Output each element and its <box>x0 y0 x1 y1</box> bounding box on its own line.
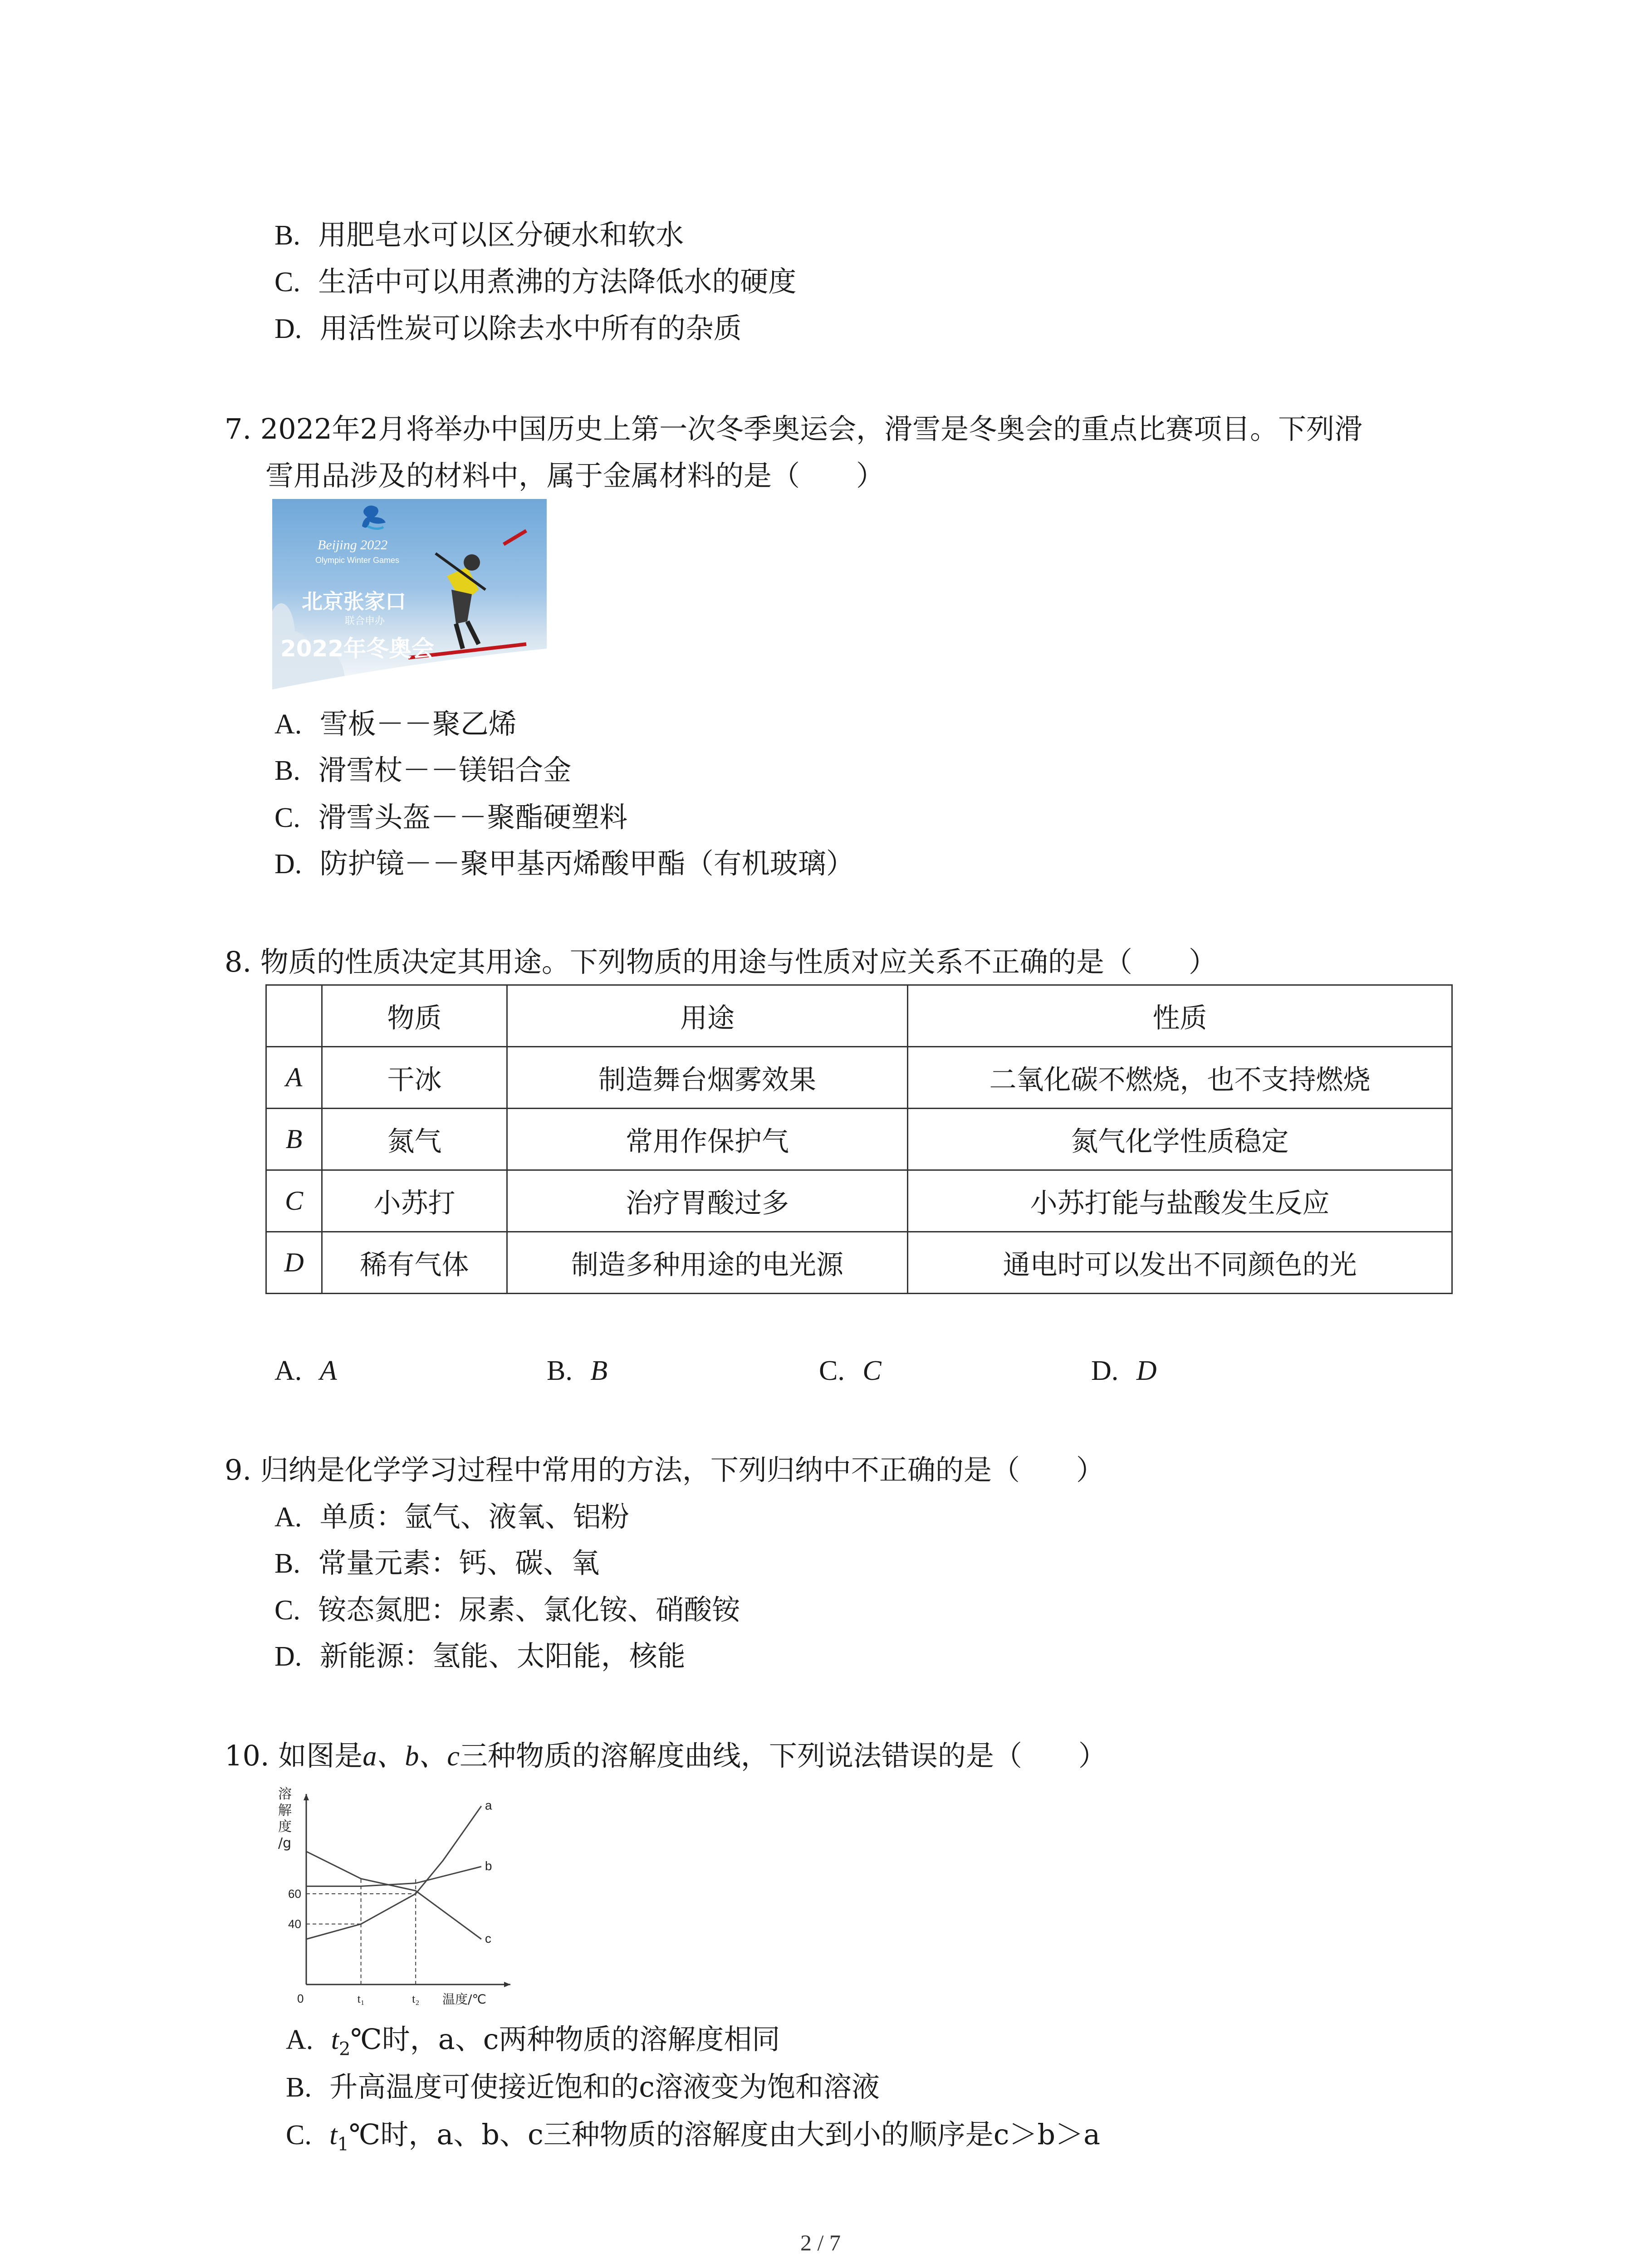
x-axis-arrow-icon <box>504 1982 510 1987</box>
q6-option-c: C. 生活中可以用煮沸的方法降低水的硬度 <box>274 265 797 298</box>
table-header-row <box>266 985 1452 1047</box>
y-axis-arrow-icon <box>304 1794 309 1800</box>
x-tick-label: t₁ <box>357 1992 365 2005</box>
table-cell: 制造多种用途的电光源 <box>507 1232 908 1294</box>
table-row <box>266 1047 1452 1109</box>
table-cell: 二氧化碳不燃烧，也不支持燃烧 <box>908 1047 1452 1109</box>
solubility-chart <box>274 1785 529 2012</box>
winter-olympics-poster <box>272 499 547 699</box>
y-axis-label: 溶 <box>278 1786 292 1802</box>
q8-option-a: A. A <box>274 1355 337 1386</box>
y-tick-label: 60 <box>288 1887 301 1901</box>
table-cell: 稀有气体 <box>322 1232 507 1294</box>
table-row <box>266 1170 1452 1232</box>
series-c-label: c <box>485 1931 491 1945</box>
y-axis-label: 度 <box>278 1819 292 1835</box>
q9-option-c: C. 铵态氮肥：尿素、氯化铵、硝酸铵 <box>274 1593 740 1626</box>
q7-stem-line2: 雪用品涉及的材料中，属于金属材料的是（ ） <box>265 459 885 492</box>
poster-subtitle: Olympic Winter Games <box>315 556 400 565</box>
q6-option-b: B. 用肥皂水可以区分硬水和软水 <box>274 218 684 251</box>
table-cell-key: D <box>266 1232 322 1294</box>
series-b-label: b <box>485 1859 492 1873</box>
q8-table <box>265 984 1453 1294</box>
q10-option-c: C. $t_1℃$时，a、b、c三种物质的溶解度由大到小的顺序是c＞b＞a <box>286 2118 1101 2155</box>
series-c-line <box>306 1852 481 1939</box>
page-number: 2 / 7 <box>800 2230 841 2255</box>
table-cell-key: C <box>266 1170 322 1232</box>
q7-stem-line1: 7. 2022年2月将举办中国历史上第一次冬季奥运会，滑雪是冬奥会的重点比赛项目。下列滑 <box>225 412 1363 445</box>
table-cell: 制造舞台烟雾效果 <box>507 1047 908 1109</box>
table-cell-key: B <box>266 1109 322 1170</box>
q9-option-d: D. 新能源：氢能、太阳能，核能 <box>274 1639 686 1672</box>
series-a-label: a <box>485 1798 492 1813</box>
q9-stem: 9. 归纳是化学学习过程中常用的方法，下列归纳中不正确的是（ ） <box>225 1453 1104 1486</box>
q8-option-d: D. D <box>1091 1355 1157 1386</box>
q10-option-a: A. $t_2℃$时，a、c两种物质的溶解度相同 <box>286 2023 780 2060</box>
q7-option-d: D. 防护镜－－聚甲基丙烯酸甲酯（有机玻璃） <box>274 847 854 880</box>
y-tick-label: 40 <box>288 1917 301 1931</box>
table-cell-key: A <box>266 1047 322 1109</box>
q10-stem: 10. 如图是a、b、c三种物质的溶解度曲线，下列说法错误的是（ ） <box>225 1739 1107 1772</box>
table-cell: 氮气 <box>322 1109 507 1170</box>
origin-label: 0 <box>297 1992 304 2005</box>
q7-option-b: B. 滑雪杖－－镁铝合金 <box>274 753 572 787</box>
table-header-cell: 性质 <box>908 985 1452 1047</box>
table-header-cell: 用途 <box>507 985 908 1047</box>
table-header-cell <box>266 985 322 1047</box>
q9-option-b: B. 常量元素：钙、碳、氧 <box>274 1546 600 1579</box>
table-cell: 氮气化学性质稳定 <box>908 1109 1452 1170</box>
table-header-cell: 物质 <box>322 985 507 1047</box>
q9-option-a: A. 单质：氩气、液氧、铝粉 <box>274 1500 629 1533</box>
x-axis-label: 温度/℃ <box>442 1992 486 2007</box>
y-axis-label: /g <box>278 1835 292 1851</box>
y-axis-label: 解 <box>278 1803 292 1818</box>
q6-option-d: D. 用活性炭可以除去水中所有的杂质 <box>274 312 742 345</box>
poster-brand: Beijing 2022 <box>318 538 388 552</box>
q8-option-b: B. B <box>547 1355 608 1386</box>
table-cell: 小苏打能与盐酸发生反应 <box>908 1170 1452 1232</box>
q8-option-c: C. C <box>819 1355 882 1386</box>
table-row <box>266 1232 1452 1294</box>
table-cell: 治疗胃酸过多 <box>507 1170 908 1232</box>
poster-text1: 北京张家口 <box>302 589 406 614</box>
table-cell: 小苏打 <box>322 1170 507 1232</box>
q10-option-b: B. 升高温度可使接近饱和的c溶液变为饱和溶液 <box>286 2070 880 2103</box>
poster-text3: 2022年冬奥会 <box>280 635 435 662</box>
x-tick-label: t₂ <box>412 1992 420 2005</box>
table-cell: 常用作保护气 <box>507 1109 908 1170</box>
table-cell: 通电时可以发出不同颜色的光 <box>908 1232 1452 1294</box>
q7-option-c: C. 滑雪头盔－－聚酯硬塑料 <box>274 801 628 834</box>
poster-text2: 联合申办 <box>345 616 385 627</box>
q7-option-a: A. 雪板－－聚乙烯 <box>274 707 517 740</box>
series-b-line <box>306 1867 481 1886</box>
table-cell: 干冰 <box>322 1047 507 1109</box>
q8-stem: 8. 物质的性质决定其用途。下列物质的用途与性质对应关系不正确的是（ ） <box>225 945 1217 978</box>
table-row <box>266 1109 1452 1170</box>
